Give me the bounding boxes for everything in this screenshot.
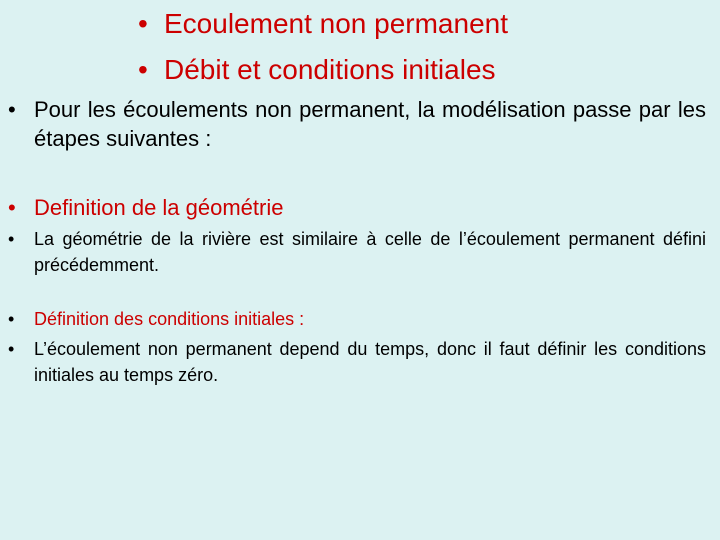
bullet-icon: •: [8, 339, 15, 359]
title-text-1: Ecoulement non permanent: [164, 8, 508, 39]
bullet-icon: •: [8, 97, 16, 122]
intro-item: [8, 95, 706, 153]
initial-conditions-text-item: [8, 336, 706, 388]
bullet-icon: •: [138, 54, 148, 85]
bullet-icon: •: [8, 195, 16, 220]
initial-conditions-heading: Définition des conditions initiales :: [34, 309, 305, 329]
geometry-heading: Definition de la géométrie: [34, 195, 284, 220]
bullet-icon: •: [8, 309, 15, 329]
title-line-2: [138, 53, 496, 87]
title-line-1: [138, 7, 508, 41]
intro-text: Pour les écoulements non permanent, la modélisation passe par les étapes suivantes :: [34, 97, 706, 151]
initial-conditions-heading-item: [8, 306, 706, 332]
bullet-icon: •: [8, 229, 15, 249]
initial-conditions-text: L’écoulement non permanent depend du temps, donc il faut définir les conditions initiales au temps zéro.: [34, 339, 706, 385]
geometry-heading-item: [8, 194, 706, 222]
title-text-2: Débit et conditions initiales: [164, 54, 496, 85]
geometry-text-item: [8, 226, 706, 278]
geometry-text: La géométrie de la rivière est similaire à celle de l’écoulement permanent défini précédemment.: [34, 229, 706, 275]
bullet-icon: •: [138, 8, 148, 39]
